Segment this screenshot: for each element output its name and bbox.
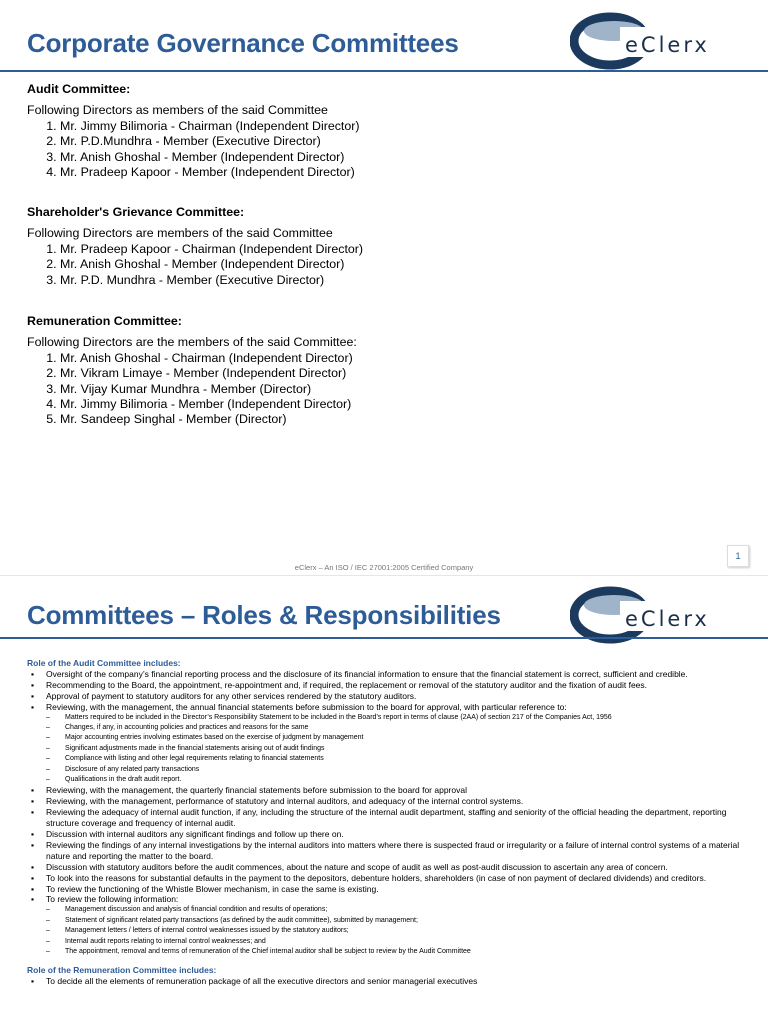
- bullet-item: ▪ To review the functioning of the Whistle Blower mechanism, in case the same is existing.: [27, 884, 747, 895]
- sub-item: – Matters required to be included in the Director’s Responsibility Statement to be included in the Board’s report in terms of clause (2AA) of section 217 of the Companies Act, 1956: [27, 713, 747, 723]
- sub-item: – Changes, if any, in accounting policies and practices and reasons for the same: [27, 723, 747, 733]
- slide-roles-responsibilities: [0, 575, 768, 1024]
- list-item: 3. Mr. P.D. Mundhra - Member (Executive Director): [60, 273, 363, 288]
- audit-role-bullets-a: [27, 669, 747, 713]
- audit-role-bullets-b: [27, 785, 747, 905]
- audit-committee-section: [27, 82, 360, 180]
- bullet-item: ▪ To look into the reasons for substantial defaults in the payment to the depositors, debenture holders, shareholders (in case of non payment of declared dividends) and creditors.: [27, 873, 747, 884]
- section-intro: Following Directors are members of the said Committee: [27, 226, 333, 241]
- page-number: 1: [727, 545, 749, 567]
- sub-item: – Statement of significant related party transactions (as defined by the audit committee), submitted by management;: [27, 916, 747, 926]
- audit-role-heading: Role of the Audit Committee includes:: [27, 658, 181, 668]
- sub-item: – Significant adjustments made in the financial statements arising out of audit findings: [27, 744, 747, 754]
- sub-item: – Internal audit reports relating to internal control weaknesses; and: [27, 937, 747, 947]
- bullet-item: ▪ Reviewing, with the management, the annual financial statements before submission to the board for approval, with particular reference to:: [27, 702, 747, 713]
- bullet-item: ▪ Reviewing, with the management, the quarterly financial statements before submission to the board for approval: [27, 785, 747, 796]
- remuneration-role-bullets: [27, 976, 747, 987]
- member-list: [27, 242, 363, 288]
- list-item: 5. Mr. Sandeep Singhal - Member (Director): [60, 412, 357, 427]
- sub-item: – Management discussion and analysis of financial condition and results of operations;: [27, 905, 747, 915]
- eclerx-logo: [570, 11, 742, 71]
- sub-item: – Qualifications in the draft audit report.: [27, 775, 747, 785]
- list-item: 4. Mr. Pradeep Kapoor - Member (Independent Director): [60, 165, 360, 180]
- list-item: 2. Mr. P.D.Mundhra - Member (Executive Director): [60, 134, 360, 149]
- list-item: 1. Mr. Jimmy Bilimoria - Chairman (Independent Director): [60, 119, 360, 134]
- list-item: 2. Mr. Anish Ghoshal - Member (Independent Director): [60, 257, 363, 272]
- section-heading: Shareholder's Grievance Committee:: [27, 205, 245, 219]
- list-item: 1. Mr. Anish Ghoshal - Chairman (Independent Director): [60, 351, 357, 366]
- sub-item: – Major accounting entries involving estimates based on the exercise of judgment by management: [27, 733, 747, 743]
- section-intro: Following Directors are the members of the said Committee:: [27, 335, 357, 350]
- list-item: 3. Mr. Anish Ghoshal - Member (Independent Director): [60, 150, 360, 165]
- section-intro: Following Directors as members of the said Committee: [27, 103, 328, 118]
- annual-review-subitems: [27, 713, 747, 786]
- roles-body: [27, 658, 747, 987]
- logo-text: eClerx: [625, 33, 710, 57]
- member-list: [27, 119, 360, 181]
- bullet-item: ▪ Reviewing the findings of any internal investigations by the internal auditors into matters where there is suspected fraud or irregularity or a failure of internal control systems of a material nature and reporting the matter to the board.: [27, 840, 747, 862]
- grievance-committee-section: [27, 205, 363, 288]
- bullet-item: ▪ Recommending to the Board, the appointment, re-appointment and, if required, the replacement or removal of the statutory auditor and the fixation of audit fees.: [27, 680, 747, 691]
- slide-title: Committees – Roles & Responsibilities: [27, 600, 501, 630]
- slide-title: Corporate Governance Committees: [27, 28, 459, 58]
- list-item: 2. Mr. Vikram Limaye - Member (Independent Director): [60, 366, 357, 381]
- sub-item: – Disclosure of any related party transactions: [27, 765, 747, 775]
- sub-item: – The appointment, removal and terms of remuneration of the Chief internal auditor shall be subject to review by the Audit Committee: [27, 947, 747, 957]
- bullet-item: ▪ Discussion with internal auditors any significant findings and follow up there on.: [27, 829, 747, 840]
- remuneration-role-heading: Role of the Remuneration Committee includes:: [27, 965, 217, 976]
- section-heading: Audit Committee:: [27, 82, 131, 96]
- list-item: 4. Mr. Jimmy Bilimoria - Member (Independent Director): [60, 397, 357, 412]
- title-underline: [0, 637, 768, 639]
- bullet-item: ▪ Oversight of the company’s financial reporting process and the disclosure of its financial information to ensure that the financial statement is correct, sufficient and credible.: [27, 669, 747, 680]
- sub-item: – Compliance with listing and other legal requirements relating to financial statements: [27, 754, 747, 764]
- bullet-item: ▪ To decide all the elements of remuneration package of all the executive directors and senior managerial executives: [27, 976, 747, 987]
- bullet-item: ▪ Approval of payment to statutory auditors for any other services rendered by the statutory auditors.: [27, 691, 747, 702]
- bullet-item: ▪ Reviewing the adequacy of internal audit function, if any, including the structure of the internal audit department, staffing and seniority of the official heading the department, reporting structure coverage and frequency of internal audit.: [27, 807, 747, 829]
- remuneration-committee-section: [27, 314, 357, 428]
- section-heading: Remuneration Committee:: [27, 314, 182, 328]
- footer-text: eClerx – An ISO / IEC 27001:2005 Certified Company: [294, 563, 474, 572]
- logo-text: eClerx: [625, 607, 710, 631]
- sub-item: – Management letters / letters of internal control weaknesses issued by the statutory auditors;: [27, 926, 747, 936]
- title-underline: [0, 70, 768, 72]
- bullet-item: ▪ Discussion with statutory auditors before the audit commences, about the nature and scope of audit as well as post-audit discussion to ascertain any area of concern.: [27, 862, 747, 873]
- information-review-subitems: [27, 905, 747, 957]
- bullet-item: ▪ Reviewing, with the management, performance of statutory and internal auditors, and adequacy of the internal control systems.: [27, 796, 747, 807]
- member-list: [27, 351, 357, 428]
- list-item: 3. Mr. Vijay Kumar Mundhra - Member (Director): [60, 382, 357, 397]
- list-item: 1. Mr. Pradeep Kapoor - Chairman (Independent Director): [60, 242, 363, 257]
- bullet-item: ▪ To review the following information:: [27, 894, 747, 905]
- eclerx-logo: [570, 585, 742, 645]
